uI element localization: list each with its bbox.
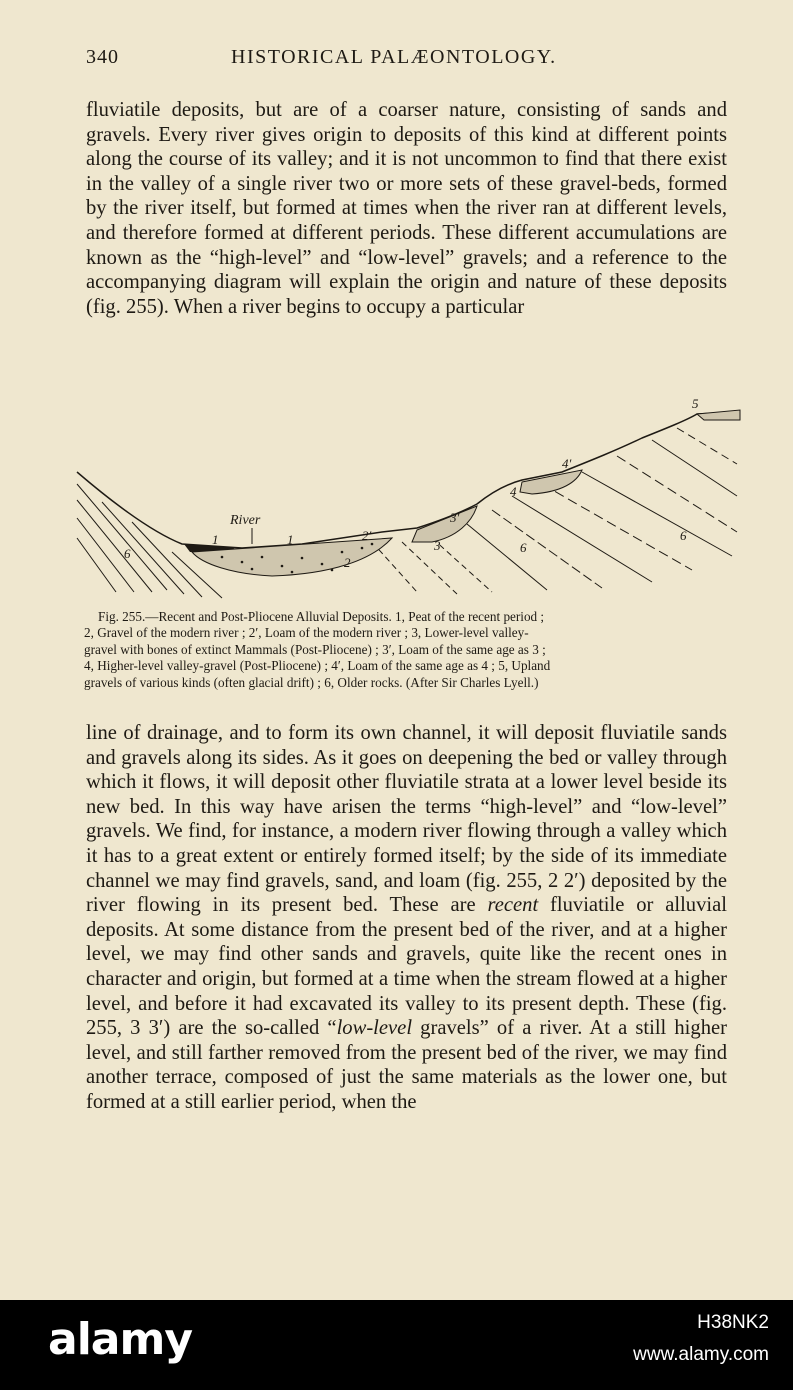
label-upland: 5: [692, 396, 699, 411]
caption-line: gravel with bones of extinct Mammals (Post-Pliocene) ; 3′, Loam of the same age as 3 ;: [84, 641, 546, 657]
label-high-gravel: 4: [510, 484, 517, 499]
older-rock-strata: [77, 428, 737, 598]
caption-line: 4, Higher-level valley-gravel (Post-Pliocene) ; 4′, Loam of the same age as 4 ; 5, Upland: [84, 658, 551, 674]
caption-line: 2, Gravel of the modern river ; 2′, Loam of the modern river ; 3, Lower-level valley-: [84, 625, 529, 641]
text-run: line of drainage, and to form its own channel, it will deposit fluviatile sands and gravels along its sides. As it goes on deepening the bed or valley through which it flows, it will deposit other fluviatile strata at a lower level beside its new bed. In this way have arisen the terms “high-level” and “low-level” gravels. We find, for instance, a modern river flowing through a valley which it has to a great extent or entirely formed itself; by the side of its immediate channel we may find gravels, sand, and loam (fig. 255, 2 2′) deposited by the river flowing in its present bed. These are: [86, 722, 727, 917]
label-loam-low: 2′: [362, 528, 372, 543]
label-loam-high-level: 4′: [562, 456, 572, 471]
emphasis-low-level: low-level: [336, 1017, 413, 1040]
caption-line: Fig. 255.—Recent and Post-Pliocene Alluvial Deposits. 1, Peat of the recent period ;: [98, 609, 545, 624]
paragraph-top: [86, 98, 727, 319]
text-run: gravels” of a river. At a still higher level, and still farther removed from the present bed of the river, we may find another terrace, composed of just the same materials as the lower one, but formed at a still earlier period, when the: [86, 1017, 728, 1113]
running-head: HISTORICAL PALÆONTOLOGY.: [231, 46, 557, 68]
label-rock-mid: 6: [520, 540, 527, 555]
paragraph-top-text: fluviatile deposits, but are of a coarser nature, consisting of sands and gravels. Every river gives origin to deposits of this kind at different points along the course of its valley; and it is not uncommon to find that there exist in the valley of a single river two or more sets of these gravel-beds, formed by the river itself, but formed at times when the river ran at different levels, and therefore formed at different periods. These different accumulations are known as the “high-level” and “low-level” gravels; and a reference to the accompanying diagram will explain the origin and nature of these deposits (fig. 255). When a river begins to occupy a particular: [86, 99, 727, 318]
watermark-footer: [0, 1300, 793, 1390]
label-peat-right: 1: [287, 532, 294, 547]
site-url: www.alamy.com: [633, 1344, 769, 1365]
label-low-gravel: 3: [434, 538, 441, 553]
paragraph-bottom: [86, 721, 727, 1115]
river-label: River: [230, 513, 261, 528]
ground-surface: [77, 412, 740, 548]
emphasis-recent: recent: [487, 894, 539, 917]
brand-logo: alamy: [48, 1314, 192, 1365]
label-rock-right: 6: [680, 528, 687, 543]
label-peat: 1: [212, 532, 219, 547]
page-header: [86, 46, 726, 76]
text-run: fluviatile or alluvial deposits. At some distance from the present bed of the river, and at a higher level, we may find other sands and gravels, quite like the recent ones in character and origin, but formed at a time when the stream flowed at a higher level, and before it had excavated its valley to its present depth. These (fig. 255, 3 3′) are the so-called “: [86, 894, 727, 1040]
page-number: 340: [86, 46, 119, 68]
label-rock-left: 6: [124, 546, 131, 561]
label-gravel: 2: [344, 555, 351, 570]
valley-section-diagram: [72, 392, 742, 604]
paragraph-bottom-text: [86, 721, 727, 1115]
label-loam-low-level: 3′: [450, 510, 460, 525]
figure-255: [72, 392, 742, 604]
image-id: H38NK2: [697, 1312, 769, 1333]
caption-line: gravels of various kinds (often glacial drift) ; 6, Older rocks. (After Sir Charles Lyell.): [84, 674, 539, 690]
figure-caption: [84, 609, 730, 691]
upland-gravel: [697, 410, 740, 420]
